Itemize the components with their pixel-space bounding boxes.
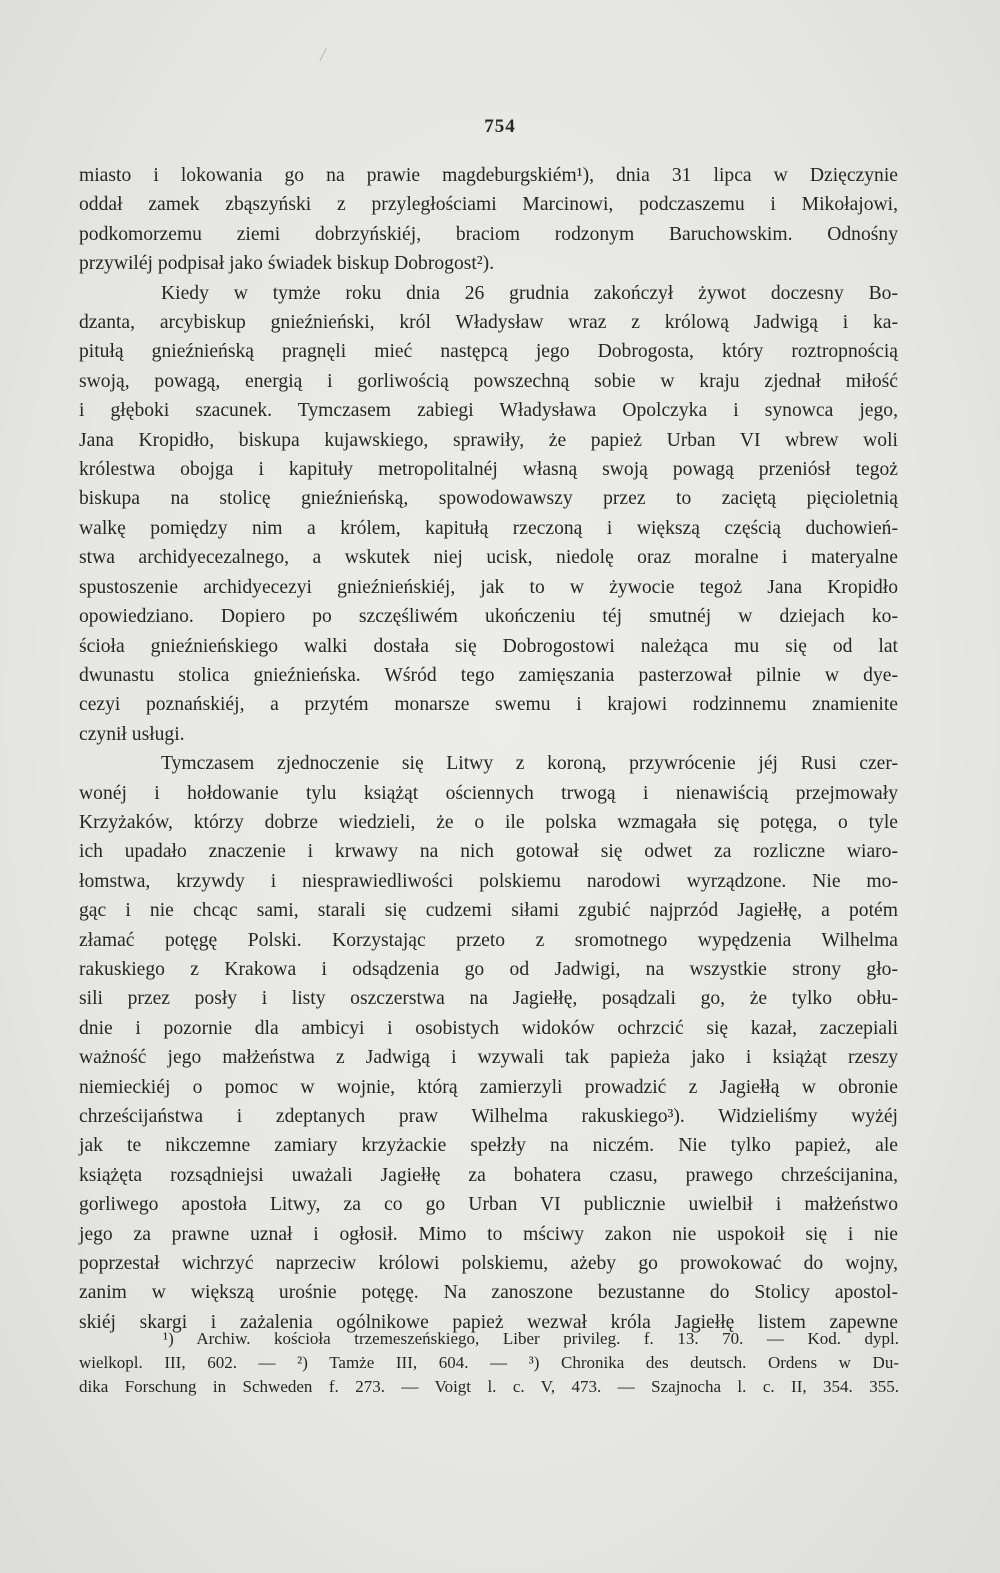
text-line: zanim w większą urośnie potęgę. Na zanoszone bezustanne do Stolicy apostol- <box>79 1282 898 1304</box>
text-line: ich upadało znaczenie i krwawy na nich gotował się odwet za rozliczne wiaro- <box>79 841 898 863</box>
text-line: chrześcijaństwa i zdeptanych praw Wilhelma rakuskiego³). Widzieliśmy wyżéj <box>79 1106 898 1127</box>
text-line: swoją, powagą, energią i gorliwością powszechną sobie w kraju zjednał miłość <box>79 370 898 392</box>
text-line: stwa archidyecezalnego, a wskutek niej ucisk, niedolę oraz moralne i materyalne <box>79 547 898 569</box>
pencil-mark <box>319 48 335 66</box>
text-line: podkomorzemu ziemi dobrzyńskiéj, braciom rodzonym Baruchowskim. Odnośny <box>79 223 898 245</box>
text-line: królestwa obojga i kapituły metropolitalnéj własną swoją powagą przeniósł tegoż <box>79 459 898 481</box>
text-line: miasto i lokowania go na prawie magdeburgskiém¹), dnia 31 lipca w Dzięczynie <box>79 165 898 186</box>
text-line: oddał zamek zbąszyński z przyległościami Marcinowi, podczaszemu i Mikołajowi, <box>79 194 898 216</box>
text-line: pitułą gnieźnieńską pragnęli mieć następcą jego Dobrogosta, który roztropnością <box>79 341 898 363</box>
text-line: dzanta, arcybiskup gnieźnieński, król Władysław wraz z królową Jadwigą i ka- <box>79 312 898 334</box>
text-line: jego za prawne uznał i ogłosił. Mimo to mściwy zakon nie uspokoił się i nie <box>79 1223 898 1245</box>
text-line: jak te nikczemne zamiary krzyżackie spełzły na niczém. Nie tylko papież, ale <box>79 1135 898 1157</box>
text-line: gorliwego apostoła Litwy, za co go Urban VI publicznie uwielbił i małżeństwo <box>79 1194 898 1216</box>
footnote-line: ¹) Archiw. kościoła trzemeszeńskiego, Liber privileg. f. 13. 70. — Kod. dypl. <box>163 1329 899 1348</box>
text-line: ważność jego małżeństwa z Jadwigą i wzywali tak papieża jako i książąt rzeszy <box>79 1047 898 1069</box>
text-line: poprzestał wichrzyć naprzeciw królowi polskiemu, ażeby go prowokować do wojny, <box>79 1253 898 1275</box>
footnote-line: wielkopl. III, 602. — ²) Tamże III, 604. — ³) Chronika des deutsch. Ordens w Du- <box>79 1353 899 1372</box>
text-line: i głęboki szacunek. Tymczasem zabiegi Władysława Opolczyka i synowca jego, <box>79 400 898 422</box>
text-line: przywiléj podpisał jako świadek biskup Dobrogost²). <box>79 253 495 275</box>
text-line: ścioła gnieźnieńskiego walki dostała się Dobrogostowi należąca mu się od lat <box>79 635 898 657</box>
text-line: Krzyżaków, którzy dobrze wiedzieli, że o ile polska wzmagała się potęga, o tyle <box>79 811 898 833</box>
text-line: opowiedziano. Dopiero po szczęśliwém ukończeniu téj smutnéj w dziejach ko- <box>79 606 898 628</box>
text-line: czynił usługi. <box>79 723 185 745</box>
text-line: niemieckiéj o pomoc w wojnie, którą zamierzyli prowadzić z Jagiełłą w obronie <box>79 1076 898 1098</box>
footnote-line: dika Forschung in Schweden f. 273. — Voigt l. c. V, 473. — Szajnocha l. c. II, 354. 355. <box>79 1377 899 1396</box>
text-line: dwunastu stolica gnieźnieńska. Wśród tego zamięszania pasterzował pilnie w dye- <box>79 664 898 686</box>
text-line: sili przez posły i listy oszczerstwa na Jagiełłę, posądzali go, że tylko obłu- <box>79 988 898 1010</box>
main-text <box>79 161 898 1337</box>
text-line: biskupa na stolicę gnieźnieńską, spowodowawszy przez to zaciętą pięcioletnią <box>79 488 898 510</box>
text-line: łomstwa, krzywdy i niesprawiedliwości polskiemu narodowi wyrządzone. Nie mo- <box>79 870 898 892</box>
text-line: Jana Kropidło, biskupa kujawskiego, sprawiły, że papież Urban VI wbrew woli <box>79 429 898 451</box>
text-line: cezyi poznańskiéj, a przytém monarsze swemu i krajowi rodzinnemu znamienite <box>79 694 898 716</box>
text-line: walkę pomiędzy nim a królem, kapitułą rzeczoną i większą częścią duchowień- <box>79 517 898 539</box>
page-number: 754 <box>484 116 516 137</box>
footnotes <box>79 1327 899 1399</box>
text-line: Kiedy w tymże roku dnia 26 grudnia zakończył żywot doczesny Bo- <box>161 282 898 304</box>
text-line: Tymczasem zjednoczenie się Litwy z koroną, przywrócenie jéj Rusi czer- <box>161 753 898 775</box>
text-line: złamać potęgę Polski. Korzystając przeto z sromotnego wypędzenia Wilhelma <box>79 929 898 951</box>
text-line: spustoszenie archidyecezyi gnieźnieńskiéj, jak to w żywocie tegoż Jana Kropidło <box>79 576 898 598</box>
text-line: gąc i nie chcąc sami, starali się cudzemi siłami zgubić najprzód Jagiełłę, a potém <box>79 900 898 922</box>
text-line: książęta rozsądniejsi uważali Jagiełłę za bohatera czasu, prawego chrześcijanina, <box>79 1164 898 1186</box>
text-line: rakuskiego z Krakowa i odsądzenia go od Jadwigi, na wszystkie strony gło- <box>79 958 898 980</box>
text-line: dnie i pozornie dla ambicyi i osobistych widoków ochrzcić się kazał, zaczepiali <box>79 1017 898 1039</box>
text-line: skiéj skargi i zażalenia ogólnikowe papież wezwał króla Jagiełłę listem zapewne <box>79 1311 898 1333</box>
text-line: wonéj i hołdowanie tylu książąt ościennych trwogą i nienawiścią przejmowały <box>79 782 898 804</box>
